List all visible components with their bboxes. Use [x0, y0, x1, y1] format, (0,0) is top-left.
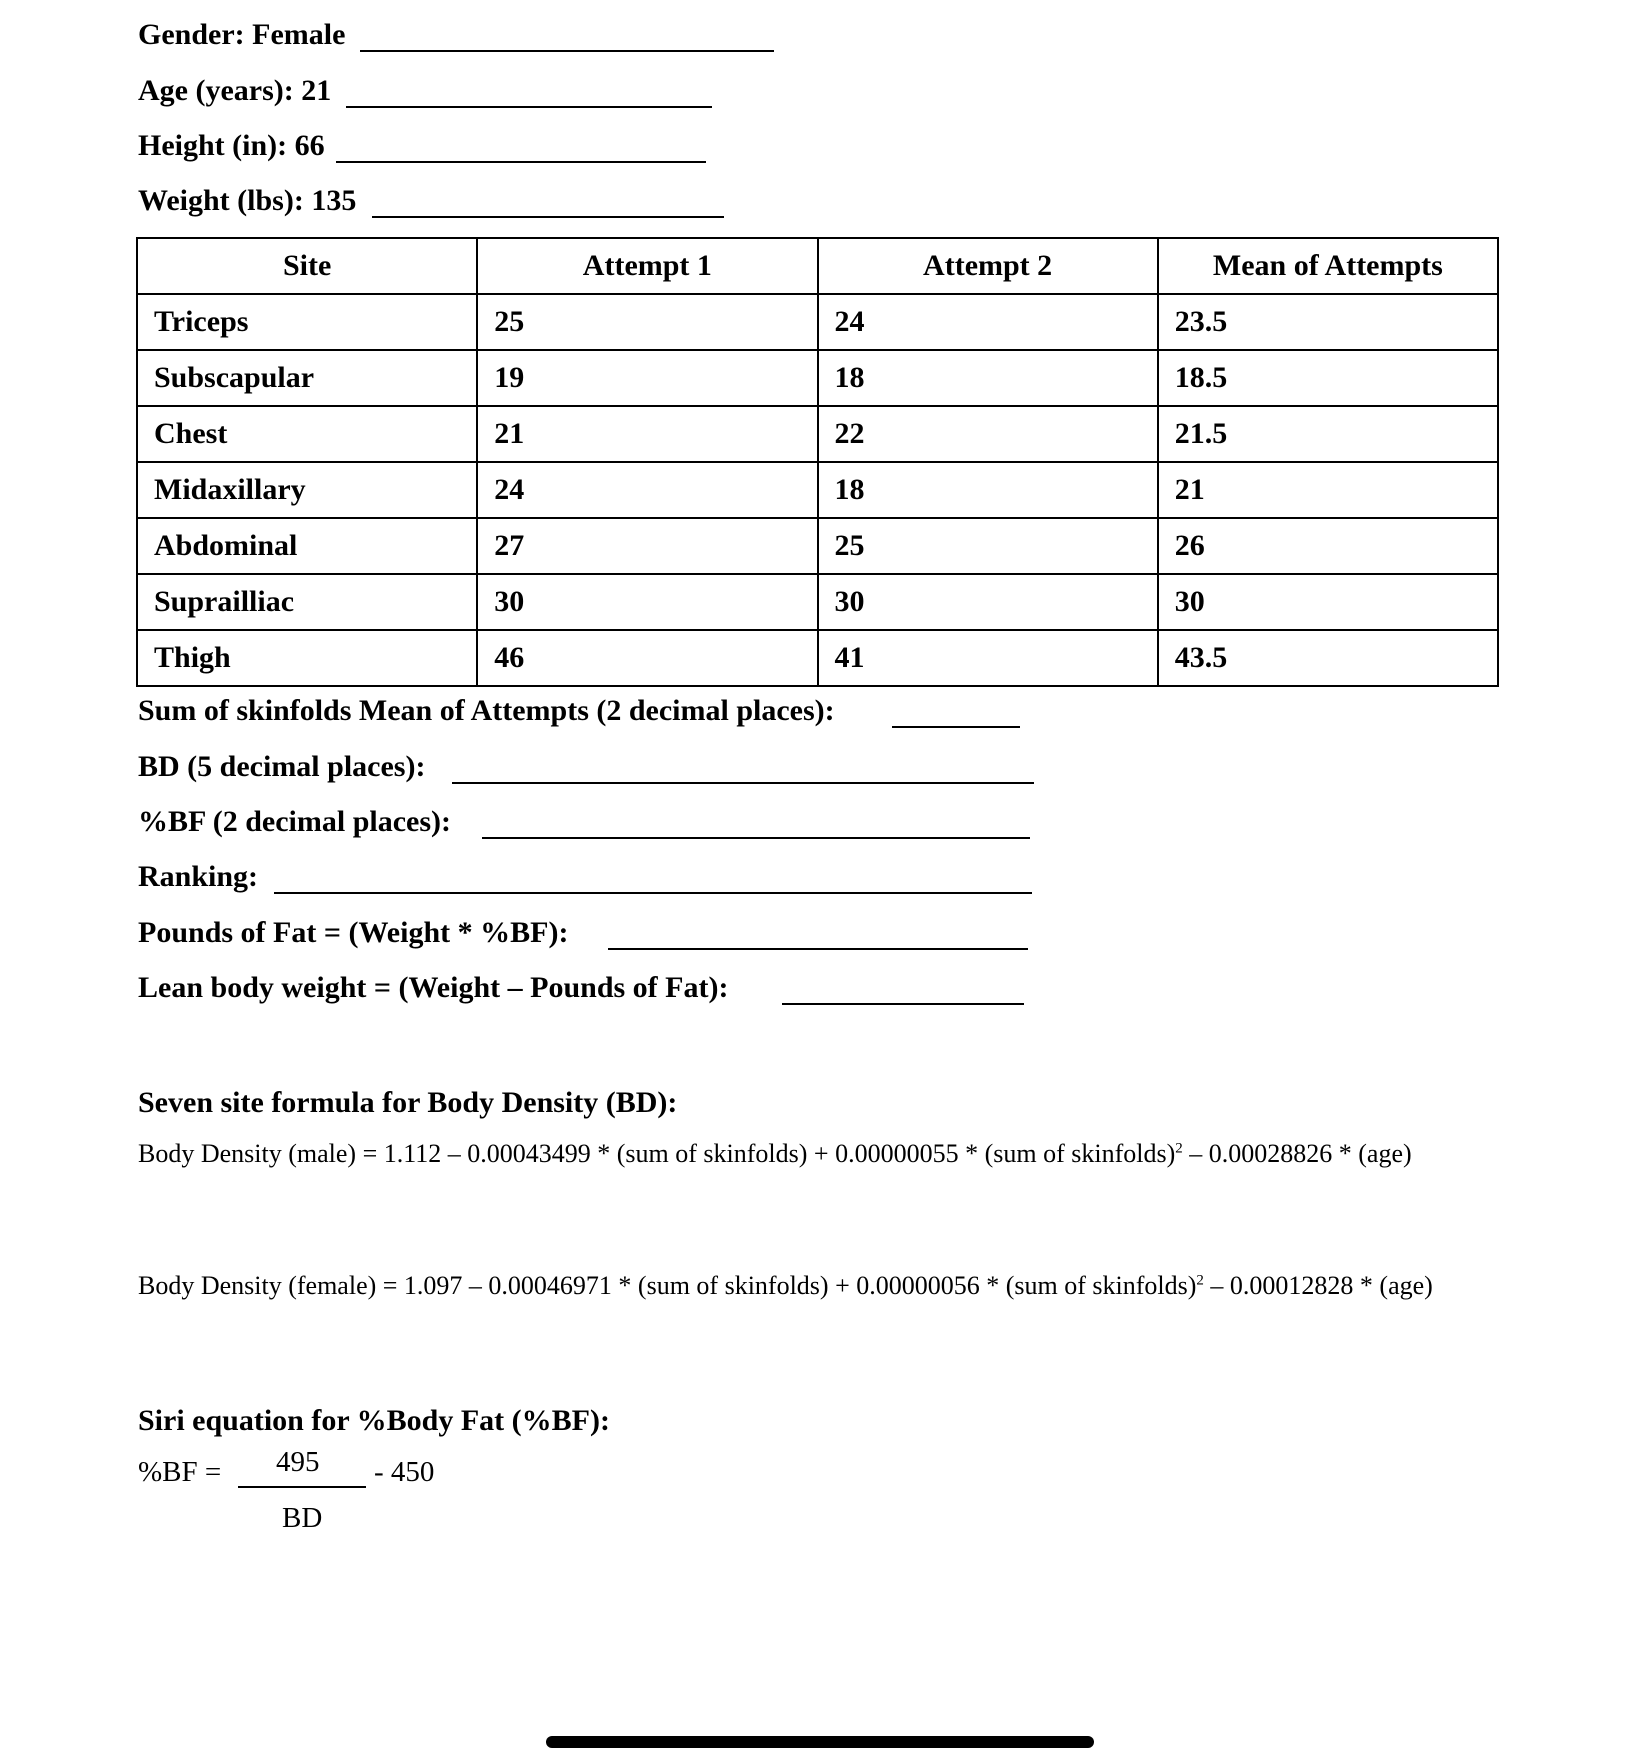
ranking-blank[interactable] [274, 892, 1032, 894]
site-cell: Midaxillary [137, 462, 477, 518]
mean-cell: 43.5 [1158, 630, 1498, 686]
bd-label: BD (5 decimal places): [138, 750, 426, 783]
male-formula-main: Body Density (male) = 1.112 – 0.00043499 * (sum of skinfolds) + 0.00000055 * (sum of skinfolds) [138, 1139, 1176, 1168]
attempt-1-cell: 21 [477, 406, 817, 462]
height-blank[interactable] [336, 161, 706, 163]
siri-fraction-bar [238, 1486, 366, 1488]
female-formula-exponent: 2 [1196, 1272, 1204, 1289]
site-cell: Abdominal [137, 518, 477, 574]
weight-label: Weight (lbs): 135 [138, 184, 357, 217]
attempt-2-cell: 18 [818, 462, 1158, 518]
home-indicator[interactable] [546, 1736, 1094, 1748]
male-bd-formula [138, 1139, 1412, 1169]
age-blank[interactable] [346, 106, 712, 108]
site-cell: Thigh [137, 630, 477, 686]
siri-numerator: 495 [276, 1446, 320, 1478]
table-row-chest [137, 406, 1498, 462]
age-label: Age (years): 21 [138, 74, 332, 107]
attempt-1-cell: 24 [477, 462, 817, 518]
attempt-2-cell: 30 [818, 574, 1158, 630]
mean-cell: 18.5 [1158, 350, 1498, 406]
header-site: Site [137, 238, 477, 294]
male-formula-exponent: 2 [1175, 1140, 1183, 1157]
attempt-2-cell: 25 [818, 518, 1158, 574]
attempt-1-cell: 46 [477, 630, 817, 686]
bf-label: %BF (2 decimal places): [138, 805, 451, 838]
weight-blank[interactable] [372, 216, 724, 218]
female-bd-formula [138, 1271, 1433, 1301]
skinfold-table [136, 237, 1499, 687]
siri-minus: - 450 [374, 1456, 435, 1488]
siri-denominator: BD [282, 1502, 323, 1534]
mean-cell: 21.5 [1158, 406, 1498, 462]
header-attempt-2: Attempt 2 [818, 238, 1158, 294]
height-label: Height (in): 66 [138, 129, 325, 162]
height-field [138, 129, 325, 163]
table-row-thigh [137, 630, 1498, 686]
lean-body-weight-label: Lean body weight = (Weight – Pounds of Fat): [138, 971, 729, 1004]
site-cell: Chest [137, 406, 477, 462]
pounds-fat-blank[interactable] [608, 948, 1028, 950]
ranking-label: Ranking: [138, 860, 259, 893]
site-cell: Triceps [137, 294, 477, 350]
mean-cell: 26 [1158, 518, 1498, 574]
gender-field [138, 18, 345, 52]
table-header-row [137, 238, 1498, 294]
bd-formula-heading: Seven site formula for Body Density (BD): [138, 1086, 678, 1119]
gender-blank[interactable] [360, 50, 774, 52]
table-row-suprailliac [137, 574, 1498, 630]
siri-lhs: %BF = [138, 1456, 222, 1488]
attempt-2-cell: 24 [818, 294, 1158, 350]
female-formula-tail: – 0.00012828 * (age) [1203, 1271, 1433, 1300]
mean-cell: 23.5 [1158, 294, 1498, 350]
pounds-fat-label: Pounds of Fat = (Weight * %BF): [138, 916, 569, 949]
attempt-2-cell: 18 [818, 350, 1158, 406]
male-formula-tail: – 0.00028826 * (age) [1182, 1139, 1412, 1168]
bd-blank[interactable] [452, 782, 1034, 784]
gender-label: Gender: Female [138, 18, 346, 51]
female-formula-main: Body Density (female) = 1.097 – 0.00046971 * (sum of skinfolds) + 0.00000056 * (sum of skinfolds) [138, 1271, 1197, 1300]
table-row-abdominal [137, 518, 1498, 574]
sum-skinfolds-blank[interactable] [892, 726, 1020, 728]
attempt-1-cell: 27 [477, 518, 817, 574]
weight-field [138, 184, 356, 218]
mean-cell: 30 [1158, 574, 1498, 630]
age-field [138, 74, 331, 108]
sum-skinfolds-label: Sum of skinfolds Mean of Attempts (2 decimal places): [138, 694, 835, 727]
lean-body-weight-blank[interactable] [782, 1003, 1024, 1005]
site-cell: Suprailliac [137, 574, 477, 630]
header-mean: Mean of Attempts [1158, 238, 1498, 294]
attempt-2-cell: 41 [818, 630, 1158, 686]
bf-blank[interactable] [482, 837, 1030, 839]
table-row-midaxillary [137, 462, 1498, 518]
table-row-subscapular [137, 350, 1498, 406]
attempt-1-cell: 25 [477, 294, 817, 350]
table-row-triceps [137, 294, 1498, 350]
attempt-1-cell: 30 [477, 574, 817, 630]
attempt-1-cell: 19 [477, 350, 817, 406]
attempt-2-cell: 22 [818, 406, 1158, 462]
siri-heading: Siri equation for %Body Fat (%BF): [138, 1404, 610, 1437]
header-attempt-1: Attempt 1 [477, 238, 817, 294]
mean-cell: 21 [1158, 462, 1498, 518]
site-cell: Subscapular [137, 350, 477, 406]
